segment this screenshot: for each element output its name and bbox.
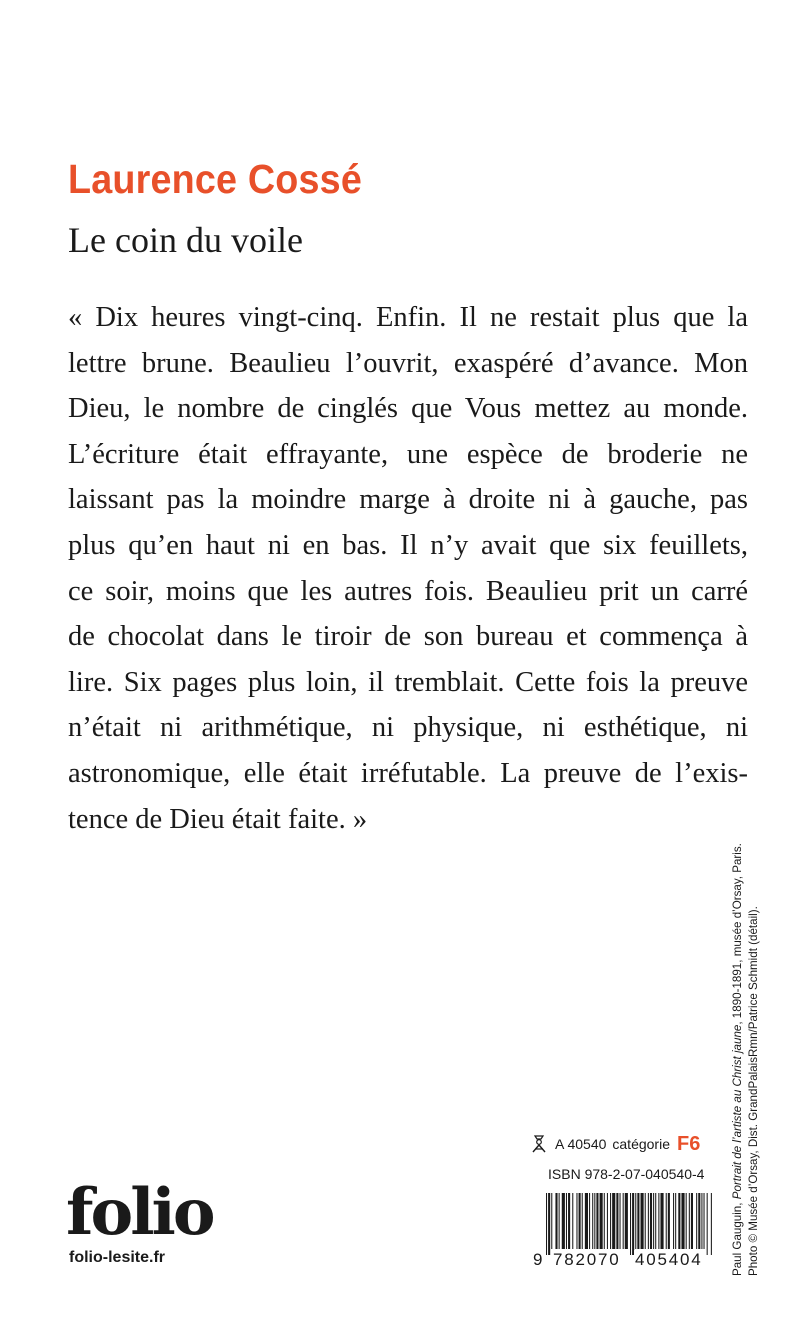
catalog-row (531, 1132, 700, 1156)
barcode-bar (650, 1193, 652, 1249)
barcode-bar (596, 1193, 598, 1249)
barcode-bar (689, 1193, 690, 1249)
barcode-bar (632, 1193, 634, 1255)
barcode-first-digit: 9 (533, 1250, 543, 1269)
barcode-bar (655, 1193, 656, 1249)
barcode-bar (630, 1193, 631, 1255)
barcode-bar (696, 1193, 697, 1249)
blurb-line: L’écriture était effrayante, une espèce de broderie ne (68, 438, 748, 470)
barcode-bar (576, 1193, 577, 1249)
barcode-bar (562, 1193, 565, 1249)
barcode-bar (566, 1193, 567, 1249)
blurb-line: ce soir, moins que les autres fois. Beaulieu prit un carré (68, 575, 748, 607)
barcode-bar (559, 1193, 560, 1249)
barcode-bar (585, 1193, 588, 1249)
credit-artwork: Portrait de l’artiste au Christ jaune (731, 1024, 744, 1200)
barcode-bar (546, 1193, 547, 1255)
folio-logo: folio (66, 1175, 213, 1250)
blurb (68, 295, 748, 842)
category-label: catégorie (612, 1136, 670, 1152)
barcode-bar (635, 1193, 636, 1249)
category-code: F6 (676, 1132, 701, 1155)
barcode-bar (625, 1193, 628, 1249)
barcode-bar (592, 1193, 593, 1249)
blurb-line: n’était ni arithmétique, ni physique, ni esthétique, ni (68, 712, 748, 744)
blurb-line: Dieu, le nombre de cinglés que Vous mettez au monde. (68, 393, 748, 425)
blurb-line: tence de Dieu était faite. » (68, 803, 368, 835)
book-title: Le coin du voile (68, 220, 303, 260)
barcode-bar (658, 1193, 659, 1249)
barcode-bar (691, 1193, 693, 1249)
blurb-line: plus qu’en haut ni en bas. Il n’y avait que six feuillets, (68, 529, 748, 561)
barcode-bar (678, 1193, 680, 1249)
barcode-bar (653, 1193, 654, 1249)
barcode-bar (612, 1193, 615, 1249)
image-credit (730, 808, 770, 1276)
blurb-line: lettre brune. Beaulieu l’ouvrit, exaspéré d’avance. Mon (68, 347, 748, 379)
barcode-right-group: 405404 (635, 1250, 703, 1269)
barcode-bar (610, 1193, 611, 1249)
barcode-bar (681, 1193, 684, 1249)
blurb-line: lire. Six pages plus loin, il tremblait. Cette fois la preuve (68, 666, 748, 698)
barcode-bar (673, 1193, 674, 1249)
barcode-bar (582, 1193, 583, 1249)
blurb-line: laissant pas la moindre marge à droite ni à gauche, pas (68, 484, 748, 516)
barcode-bar (551, 1193, 552, 1249)
barcode-bar (698, 1193, 700, 1249)
barcode-bar (648, 1193, 649, 1249)
barcode-bar (660, 1193, 663, 1249)
barcode-bar (607, 1193, 608, 1249)
blurb-line: astronomique, elle était irréfutable. La preuve de l’exis- (68, 757, 748, 789)
barcode-bar (711, 1193, 712, 1255)
barcode-bar (604, 1193, 605, 1249)
barcode-bar (600, 1193, 603, 1249)
catalog-code: A 40540 (555, 1136, 607, 1152)
barcode-bar (620, 1193, 621, 1249)
barcode-bar (589, 1193, 590, 1249)
credit-details: , 1890-1891, musée d’Orsay, Paris. (731, 843, 744, 1025)
isbn: ISBN 978-2-07-040540-4 (548, 1166, 705, 1182)
barcode-bar (579, 1193, 581, 1249)
credit-artwork-line (730, 808, 746, 1276)
blurb-line: de chocolat dans le tiroir de son bureau et commença à (68, 621, 748, 653)
barcode-bar (645, 1193, 646, 1249)
barcode-bar (707, 1193, 708, 1255)
barcode-bar (616, 1193, 618, 1249)
author-name: Laurence Cossé (68, 156, 362, 202)
credit-artist: Paul Gauguin, (731, 1202, 744, 1276)
barcode-bar (666, 1193, 667, 1249)
barcode-bar (594, 1193, 595, 1249)
gallimard-icon (531, 1135, 547, 1153)
barcode-bar (572, 1193, 573, 1249)
barcode-bar (568, 1193, 570, 1249)
barcode-bar (701, 1193, 702, 1249)
barcode-bar (637, 1193, 639, 1249)
barcode-bar (641, 1193, 644, 1249)
barcode-left-group: 782070 (553, 1250, 621, 1269)
barcode-bar (555, 1193, 557, 1249)
barcode-bar (668, 1193, 670, 1249)
credit-photo: Photo © Musée d’Orsay, Dist. GrandPalaisRmn/Patrice Schmidt (détail). (747, 906, 760, 1276)
barcode-bar (675, 1193, 676, 1249)
blurb-line: « Dix heures vingt-cinq. Enfin. Il ne restait plus que la (68, 302, 748, 333)
barcode-bar (704, 1193, 705, 1249)
barcode-bar (623, 1193, 624, 1249)
publisher-site[interactable]: folio-lesite.fr (69, 1249, 166, 1266)
barcode-bar (548, 1193, 550, 1255)
barcode-bar (686, 1193, 687, 1249)
